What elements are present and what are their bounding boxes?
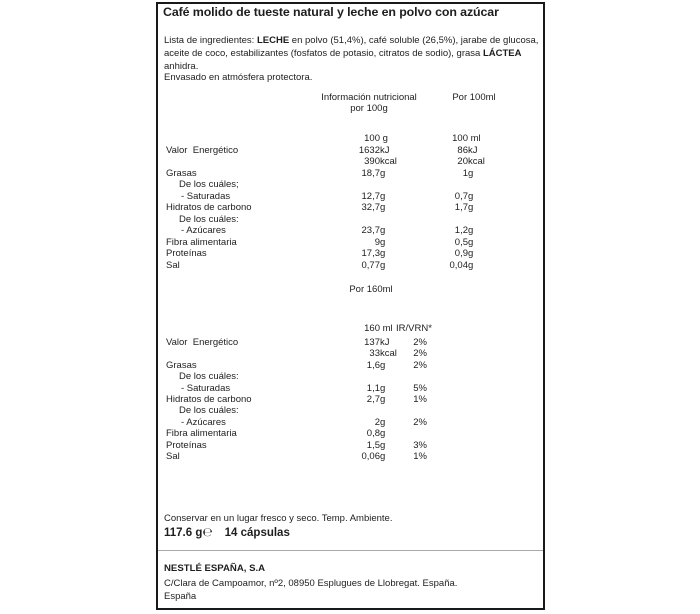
value-100ml: 0,9 bbox=[454, 248, 468, 259]
value-100g: 23,7 bbox=[361, 225, 380, 236]
value-100ml: 1 bbox=[462, 167, 468, 179]
nutrition-row bbox=[158, 405, 543, 416]
unit-100ml bbox=[468, 214, 498, 226]
unit-100g: g bbox=[380, 225, 386, 236]
ir-vrn-value: 1% bbox=[413, 450, 427, 462]
value-160ml bbox=[316, 371, 380, 382]
nutrition-row bbox=[158, 383, 543, 394]
nutrition-row bbox=[158, 394, 543, 405]
value-160ml: 0,06 bbox=[361, 450, 380, 462]
unit-100g: g bbox=[380, 167, 386, 179]
nutrition-row bbox=[158, 225, 543, 237]
value-160ml: 1,1 bbox=[366, 382, 380, 394]
value-100g: 0,77 bbox=[361, 259, 380, 271]
ir-vrn-value: 1% bbox=[413, 393, 427, 405]
nutrition-row bbox=[158, 248, 543, 260]
value-100ml bbox=[406, 179, 468, 191]
unit-100g: g bbox=[380, 190, 386, 202]
unit-100ml: g bbox=[468, 202, 474, 213]
ingredient-segment: en polvo (51,4%), café soluble (26,5%), jarabe de glucosa, aceite de coco, estabilizantes (fosfatos de potasio, citratos de sodio), grasa bbox=[164, 34, 539, 59]
nutrition-row bbox=[158, 168, 543, 180]
row-label: - Azúcares bbox=[181, 225, 226, 236]
nutrition-160-header: Por 160ml bbox=[349, 284, 393, 295]
nutrition-row bbox=[158, 202, 543, 214]
value-100g: 18,7 bbox=[361, 167, 380, 179]
value-100g: 32,7 bbox=[361, 202, 380, 213]
unit-160ml bbox=[380, 371, 396, 382]
unit-100ml: g bbox=[468, 236, 474, 248]
value-100g: 390 bbox=[364, 156, 380, 167]
unit-100g bbox=[380, 179, 406, 191]
ir-vrn-value: 3% bbox=[413, 439, 427, 451]
unit-160ml: g bbox=[380, 416, 386, 428]
value-100g: 12,7 bbox=[361, 190, 380, 202]
nutrition-row bbox=[158, 440, 543, 451]
address-line-1: C/Clara de Campoamor, nº2, 08950 Esplugues de Llobregat. España. bbox=[164, 578, 458, 589]
row-label: Hidratos de carbono bbox=[166, 393, 252, 405]
packaging-note: Envasado en atmósfera protectora. bbox=[164, 71, 313, 83]
row-label bbox=[166, 348, 316, 359]
nutrition-row bbox=[158, 214, 543, 226]
net-weight-amount: 117.6 g bbox=[164, 527, 203, 539]
ir-vrn-header: IR/VRN* bbox=[396, 323, 432, 334]
nutrition-100-header-line2: por 100g bbox=[350, 103, 388, 114]
unit-160ml bbox=[380, 405, 396, 416]
unit-100ml: g bbox=[468, 190, 474, 202]
col1-header-num: 160 bbox=[364, 323, 380, 334]
row-label: Proteínas bbox=[166, 439, 207, 451]
unit-160ml: g bbox=[380, 439, 386, 451]
nutrition-row bbox=[158, 179, 543, 191]
value-160ml: 2 bbox=[374, 416, 380, 428]
unit-100g bbox=[380, 214, 406, 226]
nutrition-row bbox=[158, 260, 543, 272]
row-label bbox=[166, 156, 316, 168]
nutrition-row bbox=[158, 337, 543, 348]
row-label: Grasas bbox=[166, 167, 197, 179]
unit-100g: g bbox=[380, 236, 386, 248]
nutrition-row bbox=[158, 237, 543, 249]
capsule-count: 14 cápsulas bbox=[224, 527, 290, 539]
value-160ml: 1,6 bbox=[366, 359, 380, 371]
row-label: Valor Energético bbox=[166, 336, 239, 348]
nutrition-row bbox=[158, 156, 543, 168]
nutrition-row bbox=[158, 371, 543, 382]
ir-vrn-value: 2% bbox=[413, 348, 427, 360]
unit-100g: g bbox=[380, 259, 386, 271]
ir-vrn-value bbox=[396, 371, 427, 382]
value-100ml: 0,04 bbox=[449, 259, 468, 271]
value-100g: 9 bbox=[374, 236, 380, 248]
unit-100ml: kcal bbox=[468, 156, 485, 167]
nutrition-row bbox=[158, 145, 543, 157]
address-line-2: España bbox=[164, 591, 197, 602]
row-label: Valor Energético bbox=[166, 144, 239, 156]
unit-100g: g bbox=[380, 248, 386, 259]
value-160ml: 0,8 bbox=[366, 428, 380, 440]
value-100ml: 1,7 bbox=[454, 202, 468, 213]
col2-header-num: 100 bbox=[452, 133, 468, 144]
value-160ml: 1,5 bbox=[366, 439, 380, 451]
ingredient-segment: LÁCTEA bbox=[482, 47, 522, 59]
nutrition-100ml-header: Por 100ml bbox=[452, 92, 496, 103]
row-label: Sal bbox=[166, 450, 180, 462]
footer-divider bbox=[158, 550, 543, 551]
unit-100ml: g bbox=[468, 167, 474, 179]
value-100g bbox=[316, 179, 380, 191]
ingredient-segment: anhidra. bbox=[164, 60, 199, 72]
value-100ml: 0,7 bbox=[454, 190, 468, 202]
col2-header-unit: ml bbox=[468, 133, 481, 144]
value-100ml: 20 bbox=[457, 156, 468, 167]
unit-160ml: kcal bbox=[380, 348, 397, 360]
product-title: Café molido de tueste natural y leche en polvo con azúcar bbox=[163, 5, 499, 19]
ir-vrn-value: 5% bbox=[413, 382, 427, 394]
unit-160ml: g bbox=[380, 382, 386, 394]
col1-header-unit: ml bbox=[380, 323, 393, 334]
row-label: Fibra alimentaria bbox=[166, 428, 237, 440]
value-160ml: 137 bbox=[364, 336, 380, 348]
ir-vrn-value: 2% bbox=[413, 359, 427, 371]
product-label bbox=[156, 2, 545, 610]
nutrition-row bbox=[158, 191, 543, 203]
row-label: - Saturadas bbox=[181, 190, 231, 202]
value-160ml: 33 bbox=[369, 348, 380, 360]
unit-100ml: g bbox=[468, 225, 474, 236]
value-100ml bbox=[406, 214, 468, 226]
row-label: - Azúcares bbox=[181, 416, 226, 428]
nutrition-100-header-line1: Información nutricional bbox=[321, 92, 417, 103]
ingredients-text bbox=[164, 34, 541, 73]
manufacturer-name: NESTLÉ ESPAÑA, S.A bbox=[164, 563, 266, 574]
unit-160ml: g bbox=[380, 428, 386, 440]
ir-vrn-value bbox=[396, 405, 427, 416]
column-header-row bbox=[158, 323, 543, 334]
unit-100g: g bbox=[380, 202, 386, 213]
nutrition-row bbox=[158, 417, 543, 428]
estimated-sign: ℮ bbox=[202, 525, 213, 539]
ir-vrn-value bbox=[396, 428, 427, 439]
value-160ml bbox=[316, 405, 380, 416]
row-label: Proteínas bbox=[166, 248, 207, 259]
column-header-row bbox=[158, 133, 543, 145]
unit-100ml bbox=[468, 179, 498, 191]
value-100g bbox=[316, 214, 380, 226]
net-weight-line bbox=[164, 525, 290, 539]
row-label: De los cuáles: bbox=[179, 213, 239, 225]
nutrition-table-100 bbox=[158, 133, 543, 271]
col1-header-num: 100 bbox=[364, 133, 380, 144]
nutrition-table-160 bbox=[158, 323, 543, 462]
nutrition-row bbox=[158, 360, 543, 371]
row-label: - Saturadas bbox=[181, 382, 231, 394]
nutrition-row bbox=[158, 428, 543, 439]
value-100g: 1632 bbox=[358, 144, 380, 156]
row-label: Hidratos de carbono bbox=[166, 202, 252, 213]
ir-vrn-value: 2% bbox=[413, 336, 427, 348]
row-label: Grasas bbox=[166, 359, 197, 371]
manufacturer-address bbox=[164, 577, 536, 603]
row-label: Fibra alimentaria bbox=[166, 236, 237, 248]
unit-160ml: g bbox=[380, 359, 386, 371]
ingredient-segment: LECHE bbox=[256, 34, 290, 46]
unit-160ml: g bbox=[380, 393, 386, 405]
unit-100g: kJ bbox=[380, 144, 390, 156]
unit-100g: kcal bbox=[380, 156, 397, 167]
unit-100ml: kJ bbox=[468, 144, 478, 156]
unit-160ml: kJ bbox=[380, 336, 390, 348]
value-160ml: 2,7 bbox=[366, 393, 380, 405]
row-label: De los cuáles: bbox=[179, 405, 239, 417]
nutrition-row bbox=[158, 451, 543, 462]
unit-100ml: g bbox=[468, 248, 474, 259]
value-100ml: 0,5 bbox=[454, 236, 468, 248]
ingredient-segment: Lista de ingredientes: bbox=[164, 34, 257, 46]
value-100ml: 1,2 bbox=[454, 225, 468, 236]
row-label bbox=[166, 323, 316, 334]
row-label: Sal bbox=[166, 259, 180, 271]
unit-160ml: g bbox=[380, 450, 386, 462]
row-label: De los cuáles; bbox=[179, 179, 239, 190]
ir-vrn-value: 2% bbox=[413, 416, 427, 428]
col1-header-unit: g bbox=[380, 133, 388, 144]
row-label bbox=[166, 133, 316, 145]
value-100ml: 86 bbox=[457, 144, 468, 156]
unit-100ml: g bbox=[468, 259, 474, 271]
row-label: De los cuáles: bbox=[179, 371, 239, 383]
nutrition-row bbox=[158, 348, 543, 359]
value-100g: 17,3 bbox=[361, 248, 380, 259]
storage-note: Conservar en un lugar fresco y seco. Temp. Ambiente. bbox=[164, 512, 393, 524]
